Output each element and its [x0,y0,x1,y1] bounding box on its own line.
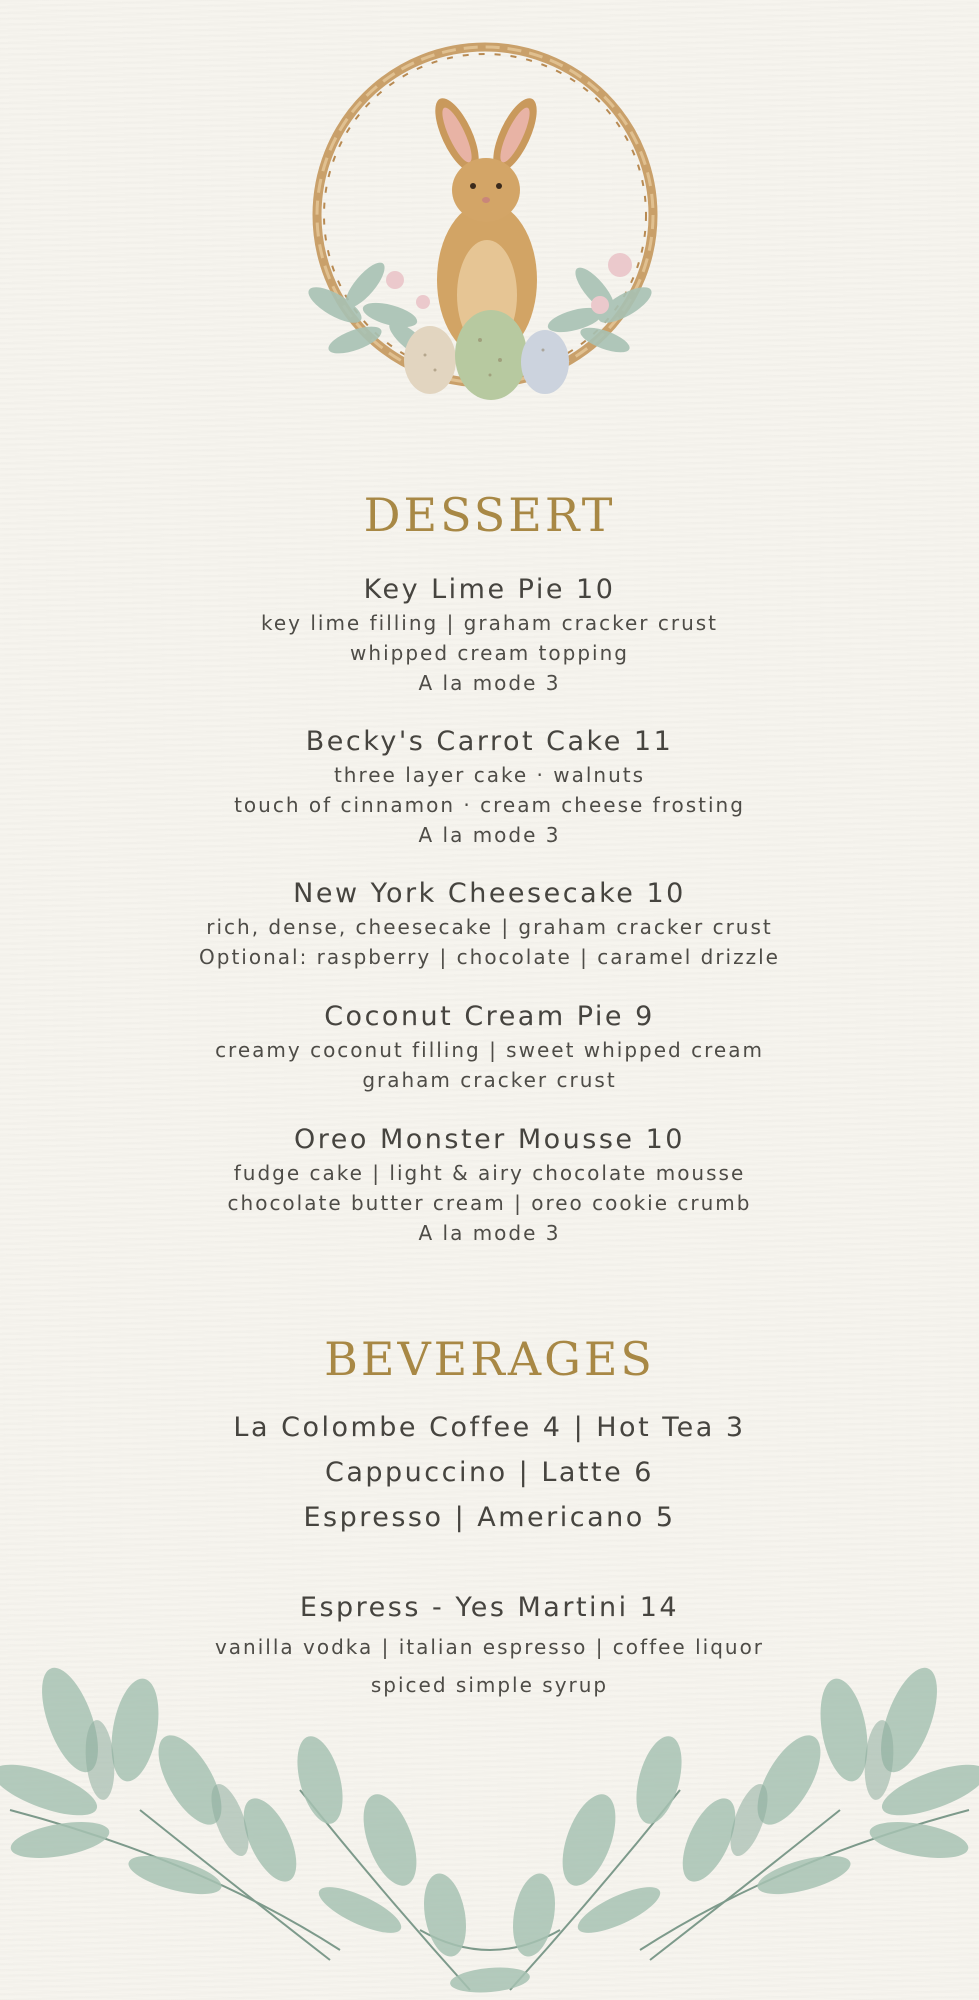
item-description: key lime filling | graham cracker crust [260,611,719,635]
item-description: vanilla vodka | italian espresso | coffee liquor [214,1635,765,1659]
item-description: A la mode 3 [418,823,561,847]
item-description: spiced simple syrup [370,1673,609,1697]
item-name: New York Cheesecake 10 [293,878,686,909]
menu-item-cheesecake [0,876,979,972]
item-name: Key Lime Pie 10 [363,574,616,605]
menu-item-key-lime-pie [0,572,979,698]
item-description: Optional: raspberry | chocolate | caramel drizzle [199,945,780,969]
item-description: fudge cake | light & airy chocolate mousse [233,1161,746,1185]
beverage-line: Espresso | Americano 5 [303,1502,676,1533]
item-name: Oreo Monster Mousse 10 [294,1124,685,1155]
item-description: whipped cream topping [350,641,629,665]
menu-item-oreo-mousse [0,1122,979,1248]
menu-item-coconut-cream-pie [0,999,979,1095]
item-description: rich, dense, cheesecake | graham cracker crust [206,915,773,939]
item-name: Becky's Carrot Cake 11 [305,726,674,757]
beverage-line: Cappuccino | Latte 6 [324,1457,654,1488]
menu-item-carrot-cake [0,724,979,850]
item-description: three layer cake · walnuts [333,763,646,787]
item-name: Coconut Cream Pie 9 [324,1001,655,1032]
eucalyptus-leaves-illustration [0,1660,979,2000]
item-description: chocolate butter cream | oreo cookie crumb [227,1191,752,1215]
item-description: A la mode 3 [418,671,561,695]
bunny-wreath-illustration [295,40,675,420]
item-description: graham cracker crust [362,1068,617,1092]
beverage-line: La Colombe Coffee 4 | Hot Tea 3 [233,1412,746,1443]
beverages-heading: BEVERAGES [324,1332,655,1386]
item-description: touch of cinnamon · cream cheese frosting [234,793,745,817]
item-name: Espress - Yes Martini 14 [299,1592,680,1623]
item-description: A la mode 3 [418,1221,561,1245]
item-description: creamy coconut filling | sweet whipped cream [215,1038,764,1062]
dessert-heading: DESSERT [363,488,616,542]
